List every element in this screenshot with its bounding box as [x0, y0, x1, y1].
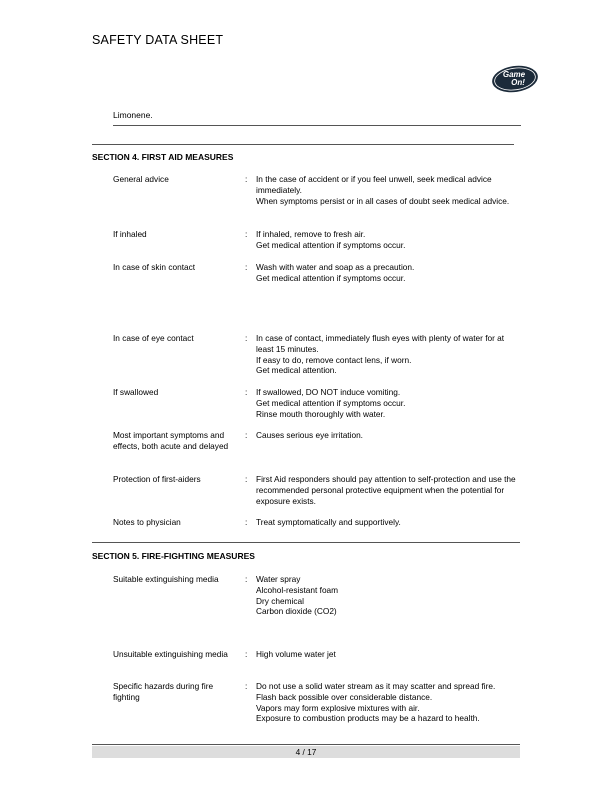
value-line: Get medical attention if symptoms occur.: [256, 239, 406, 250]
value-line: Get medical attention.: [256, 365, 337, 376]
value-line: Alcohol-resistant foam: [256, 584, 339, 595]
value-line: Vapors may form explosive mixtures with air.: [256, 702, 420, 713]
row-value: Treat symptomatically and supportively.: [256, 517, 401, 527]
row-value: [256, 229, 518, 251]
row-value: Causes serious eye irritation.: [256, 430, 363, 440]
value-line: If swallowed, DO NOT induce vomiting.: [256, 387, 401, 397]
row-label: Most important symptoms and effects, both acute and delayed: [113, 430, 229, 451]
section-divider: [92, 144, 514, 145]
value-line: Rinse mouth thoroughly with water.: [256, 408, 386, 419]
row-label: Specific hazards during fire fighting: [113, 681, 214, 702]
divider: [113, 125, 521, 126]
footer-bar: [92, 746, 520, 758]
value-line: Dry chemical: [256, 595, 304, 606]
row-label: Notes to physician: [113, 517, 181, 527]
row-colon: :: [245, 574, 248, 584]
row-colon: :: [245, 681, 248, 691]
row-label: If swallowed: [113, 387, 159, 397]
value-line: Do not use a solid water stream as it may scatter and spread fire.: [256, 681, 496, 691]
row-colon: :: [245, 649, 248, 659]
value-line: In case of contact, immediately flush eyes with plenty of water for at least 15 minutes.: [256, 333, 505, 354]
row-value: [256, 333, 518, 376]
row-label: In case of eye contact: [113, 333, 194, 343]
value-line: If easy to do, remove contact lens, if worn.: [256, 354, 412, 365]
value-line: Carbon dioxide (CO2): [256, 606, 337, 617]
value-line: In the case of accident or if you feel unwell, seek medical advice immediately.: [256, 174, 492, 195]
page-number: 4 / 17: [295, 747, 317, 757]
page-title: SAFETY DATA SHEET: [92, 33, 224, 47]
row-colon: :: [245, 517, 248, 527]
row-value: High volume water jet: [256, 649, 336, 659]
row-value: [256, 174, 518, 206]
row-colon: :: [245, 262, 248, 272]
row-colon: :: [245, 387, 248, 397]
value-line: Wash with water and soap as a precaution.: [256, 262, 415, 272]
value-line: Get medical attention if symptoms occur.: [256, 397, 406, 408]
value-line: Exposure to combustion products may be a hazard to health.: [256, 713, 480, 724]
row-colon: :: [245, 333, 248, 343]
row-colon: :: [245, 229, 248, 239]
section-5-title: SECTION 5. FIRE-FIGHTING MEASURES: [92, 551, 255, 561]
row-label: General advice: [113, 174, 169, 184]
value-line: If inhaled, remove to fresh air.: [256, 229, 366, 239]
row-colon: :: [245, 474, 248, 484]
logo-word-on: On!: [511, 78, 525, 87]
row-value: [256, 262, 518, 284]
row-label: Protection of first-aiders: [113, 474, 201, 484]
row-colon: :: [245, 174, 248, 184]
value-line: Get medical attention if symptoms occur.: [256, 272, 406, 283]
row-value: First Aid responders should pay attention to self-protection and use the recommended personal protective equipment when the potential for exposure exists.: [256, 474, 516, 506]
game-on-logo: [491, 64, 539, 94]
section-divider: [92, 542, 520, 543]
row-value: [256, 387, 518, 419]
value-line: Water spray: [256, 574, 301, 584]
row-label: In case of skin contact: [113, 262, 196, 272]
logo-word-game: Game: [502, 70, 526, 79]
section-4-title: SECTION 4. FIRST AID MEASURES: [92, 152, 234, 162]
value-line: When symptoms persist or in all cases of doubt seek medical advice.: [256, 195, 510, 206]
row-value: [256, 574, 518, 617]
row-label: If inhaled: [113, 229, 147, 239]
previous-section-text: Limonene.: [113, 110, 153, 120]
row-colon: :: [245, 430, 248, 440]
value-line: Flash back possible over considerable distance.: [256, 691, 433, 702]
footer-divider: [92, 744, 520, 745]
row-label: Unsuitable extinguishing media: [113, 649, 228, 659]
row-label: Suitable extinguishing media: [113, 574, 219, 584]
row-value: [256, 681, 518, 724]
